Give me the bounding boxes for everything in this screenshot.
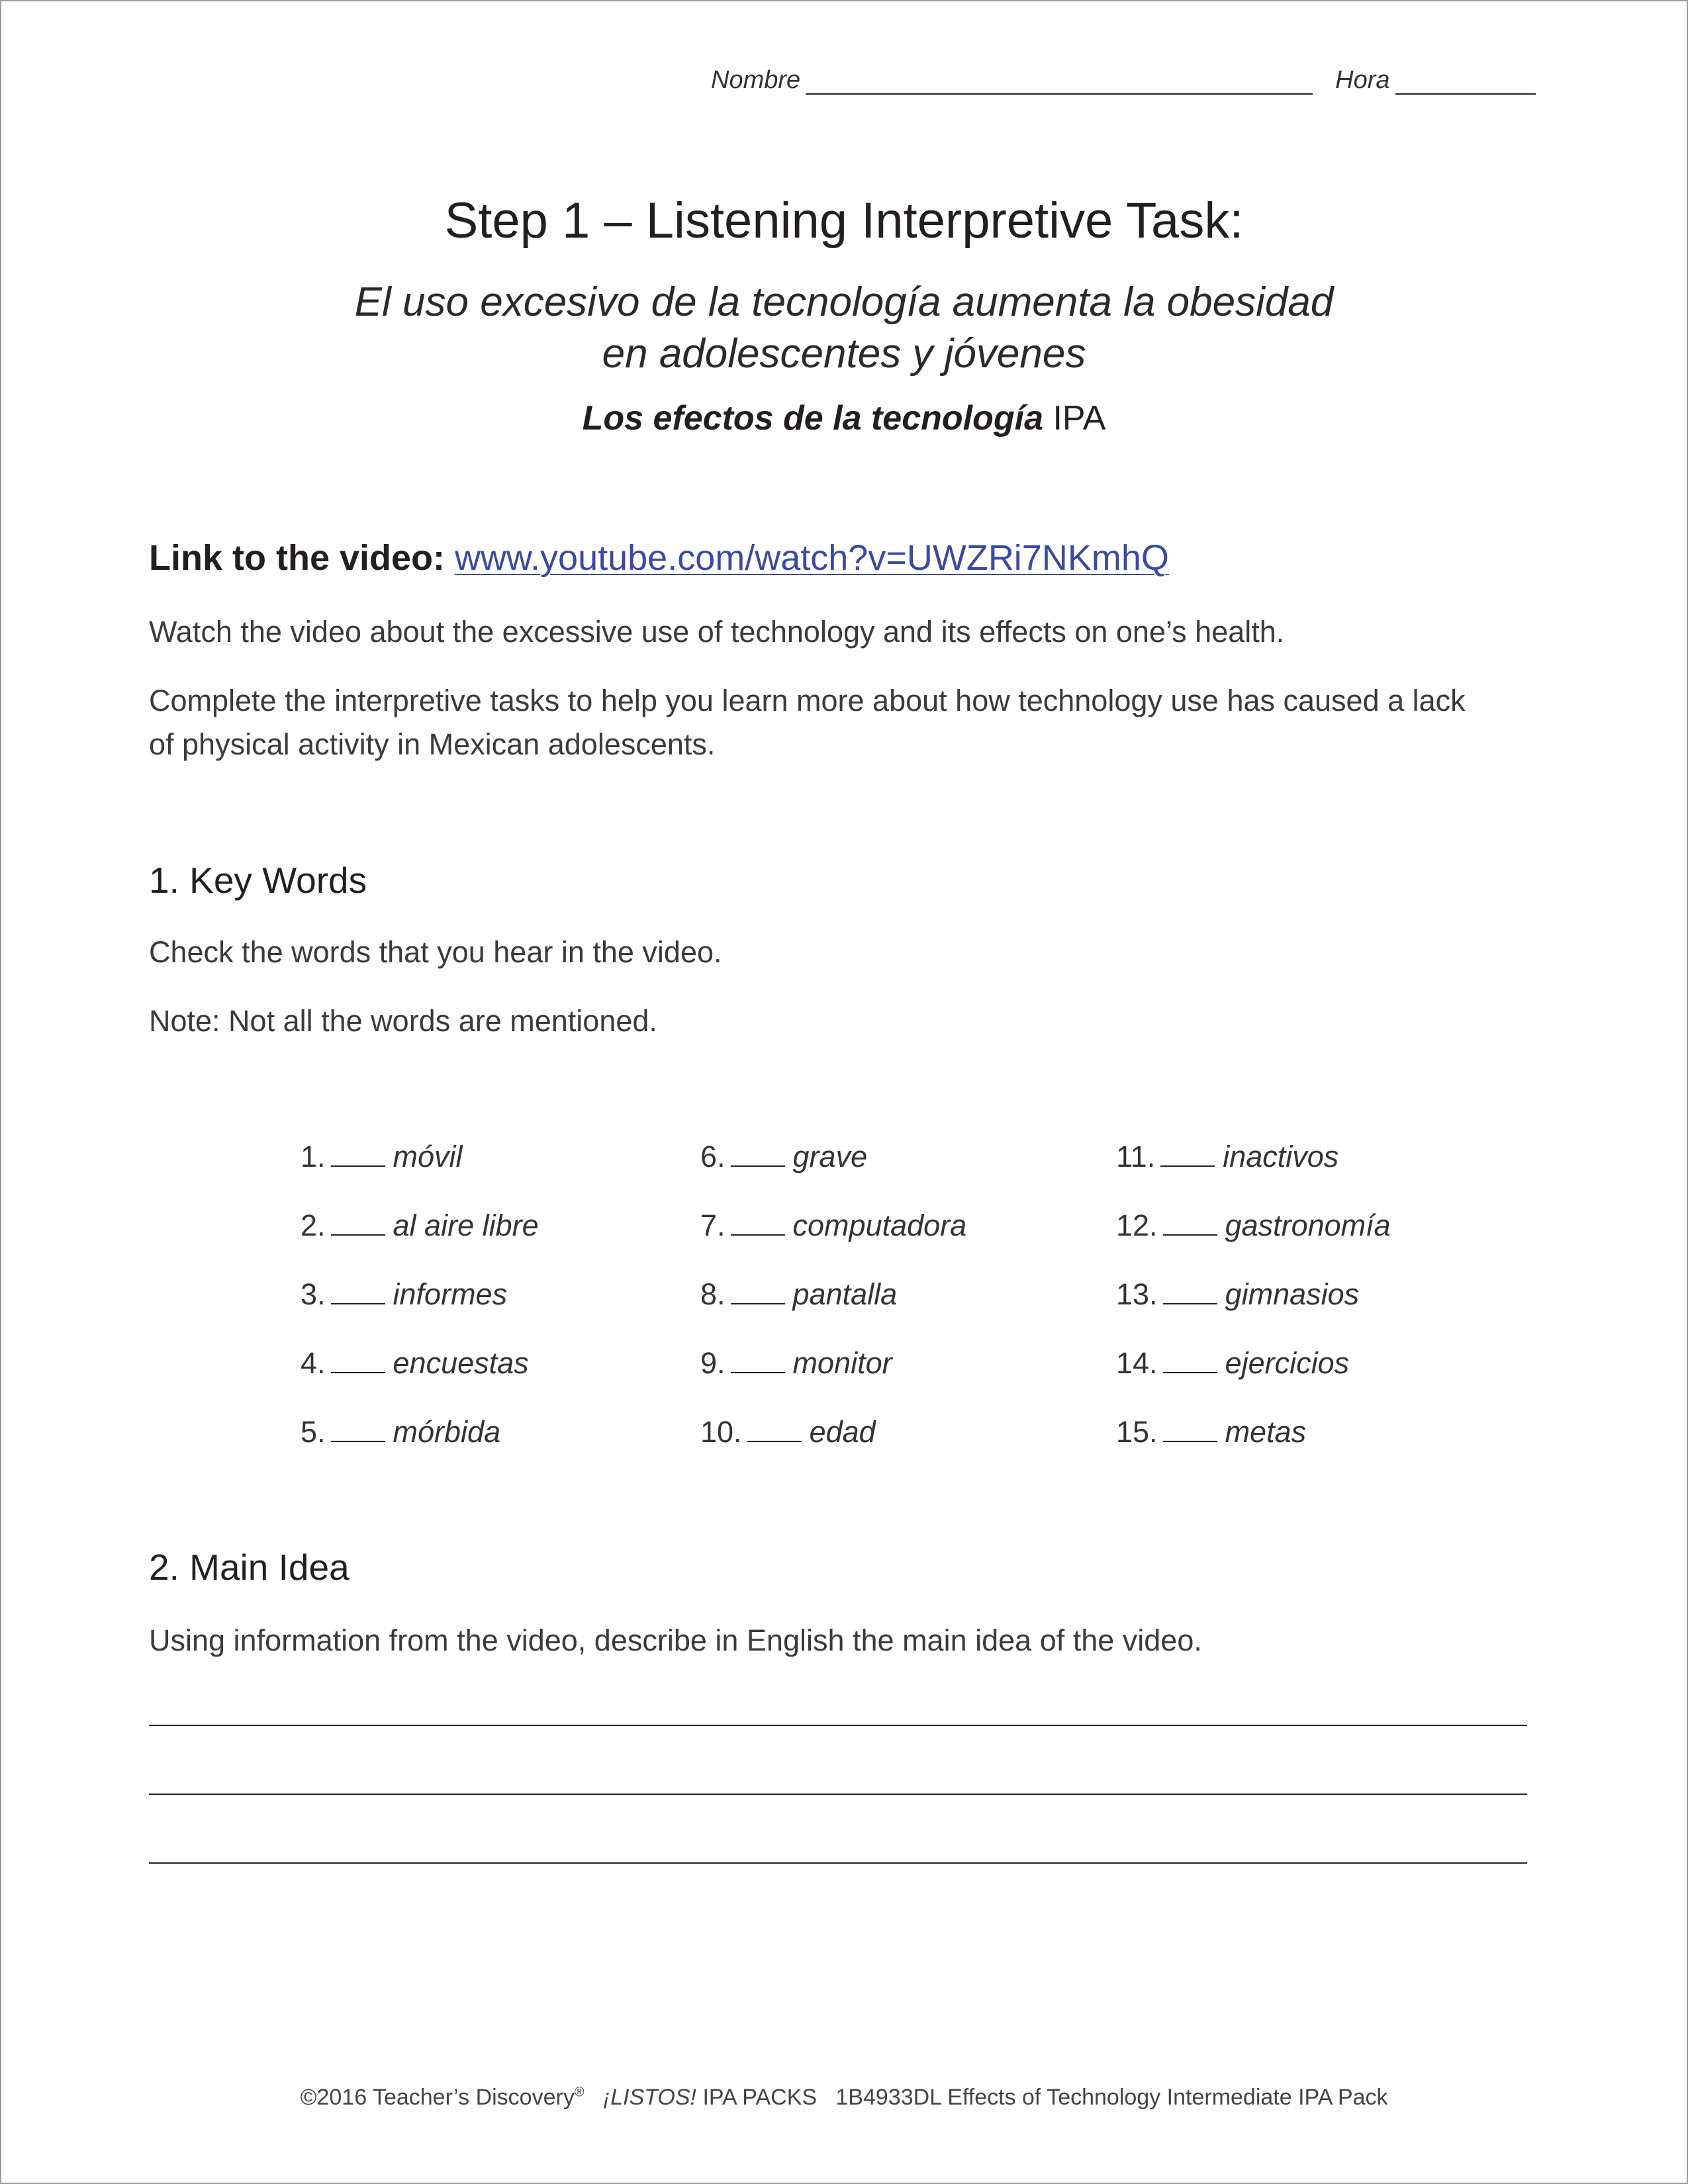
main-idea-instruction: Using information from the video, describe in English the main idea of the video.: [149, 1623, 1202, 1657]
key-word-number: 4.: [301, 1346, 326, 1380]
ipa-title: [0, 398, 1688, 438]
check-blank[interactable]: [1160, 1143, 1215, 1167]
check-blank[interactable]: [331, 1143, 385, 1167]
student-info-header: [711, 66, 1536, 95]
key-word: edad: [809, 1415, 876, 1449]
key-words-instruction: Check the words that you hear in the video.: [149, 935, 722, 969]
key-word-number: 8.: [700, 1277, 726, 1311]
key-word-number: 14.: [1116, 1346, 1158, 1380]
check-blank[interactable]: [1163, 1281, 1217, 1304]
key-word-item: [1116, 1208, 1391, 1243]
key-word: pantalla: [792, 1277, 898, 1311]
key-word-item: [700, 1415, 876, 1449]
hora-field[interactable]: [1395, 69, 1536, 95]
key-word-number: 10.: [700, 1415, 742, 1449]
main-idea-heading: 2. Main Idea: [149, 1547, 350, 1588]
check-blank[interactable]: [731, 1143, 785, 1167]
ipa-title-italic: Los efectos de la tecnología: [582, 399, 1043, 437]
check-blank[interactable]: [1163, 1418, 1217, 1442]
video-title-line-2: en adolescentes y jóvenes: [602, 331, 1086, 377]
key-word-item: [700, 1140, 867, 1174]
intro-paragraph-2-line-2: of physical activity in Mexican adolescents.: [149, 727, 716, 761]
video-title: [0, 277, 1688, 380]
key-word: gastronomía: [1225, 1208, 1391, 1242]
check-blank[interactable]: [331, 1281, 385, 1304]
footer-product: 1B4933DL Effects of Technology Intermediate IPA Pack: [835, 2085, 1388, 2110]
key-word: gimnasios: [1225, 1277, 1360, 1311]
key-word: computadora: [792, 1208, 967, 1242]
key-word-number: 13.: [1116, 1277, 1158, 1311]
key-word-number: 2.: [301, 1208, 326, 1242]
key-word-item: [1116, 1277, 1359, 1312]
key-word: informes: [393, 1277, 508, 1311]
ipa-title-suffix: IPA: [1053, 399, 1106, 437]
check-blank[interactable]: [731, 1212, 785, 1236]
check-blank[interactable]: [1163, 1349, 1217, 1373]
key-words-note: Note: Not all the words are mentioned.: [149, 1004, 657, 1038]
key-word: ejercicios: [1225, 1346, 1350, 1380]
key-word-item: [301, 1346, 529, 1381]
key-word: monitor: [792, 1346, 892, 1380]
key-word-number: 15.: [1116, 1415, 1158, 1449]
hora-label: Hora: [1335, 66, 1390, 94]
check-blank[interactable]: [747, 1418, 802, 1442]
answer-line[interactable]: [149, 1794, 1527, 1795]
key-word: inactivos: [1223, 1140, 1339, 1173]
nombre-field[interactable]: [806, 69, 1313, 95]
nombre-label: Nombre: [711, 66, 801, 94]
key-word: móvil: [393, 1140, 463, 1173]
check-blank[interactable]: [731, 1349, 785, 1373]
key-word: encuestas: [393, 1346, 529, 1380]
key-word-number: 11.: [1116, 1140, 1156, 1173]
registered-mark: ®: [574, 2085, 585, 2100]
key-word-number: 12.: [1116, 1208, 1158, 1242]
page-title: Step 1 – Listening Interpretive Task:: [444, 193, 1244, 249]
key-word-item: [1116, 1346, 1349, 1381]
footer-copyright: ©2016 Teacher’s Discovery: [300, 2085, 575, 2110]
key-word: mórbida: [393, 1415, 501, 1449]
key-word-item: [301, 1208, 539, 1243]
key-word: grave: [792, 1140, 868, 1173]
key-word-item: [1116, 1415, 1306, 1449]
key-word-number: 6.: [700, 1140, 726, 1173]
check-blank[interactable]: [1163, 1212, 1217, 1236]
key-word: metas: [1225, 1415, 1307, 1449]
key-word-item: [700, 1277, 897, 1312]
footer-brand: ¡LISTOS!: [602, 2085, 696, 2110]
key-word-item: [301, 1415, 500, 1449]
key-word-item: [301, 1277, 507, 1312]
check-blank[interactable]: [331, 1349, 385, 1373]
check-blank[interactable]: [731, 1281, 785, 1304]
answer-line[interactable]: [149, 1862, 1527, 1864]
video-link-row: [149, 537, 1169, 578]
key-word-item: [700, 1208, 966, 1243]
check-blank[interactable]: [331, 1418, 385, 1442]
key-word-item: [301, 1140, 463, 1174]
key-word-number: 7.: [700, 1208, 726, 1242]
intro-paragraph-2: [149, 679, 1546, 766]
check-blank[interactable]: [331, 1212, 385, 1236]
footer-series: IPA PACKS: [702, 2085, 818, 2110]
key-word: al aire libre: [393, 1208, 539, 1242]
key-word-number: 3.: [301, 1277, 326, 1311]
intro-paragraph-1: Watch the video about the excessive use of technology and its effects on one’s health.: [149, 615, 1285, 649]
intro-paragraph-2-line-1: Complete the interpretive tasks to help you learn more about how technology use has caused a lack: [149, 684, 1466, 717]
key-word-item: [1116, 1140, 1338, 1174]
video-link[interactable]: www.youtube.com/watch?v=UWZRi7NKmhQ: [455, 538, 1169, 578]
answer-line[interactable]: [149, 1725, 1527, 1726]
video-link-label: Link to the video:: [149, 538, 445, 578]
key-word-number: 5.: [301, 1415, 326, 1449]
video-title-line-1: El uso excesivo de la tecnología aumenta la obesidad: [354, 279, 1334, 325]
key-word-number: 9.: [700, 1346, 726, 1380]
key-words-heading: 1. Key Words: [149, 860, 367, 901]
key-word-item: [700, 1346, 892, 1381]
footer: [0, 2085, 1688, 2111]
key-word-number: 1.: [301, 1140, 326, 1173]
